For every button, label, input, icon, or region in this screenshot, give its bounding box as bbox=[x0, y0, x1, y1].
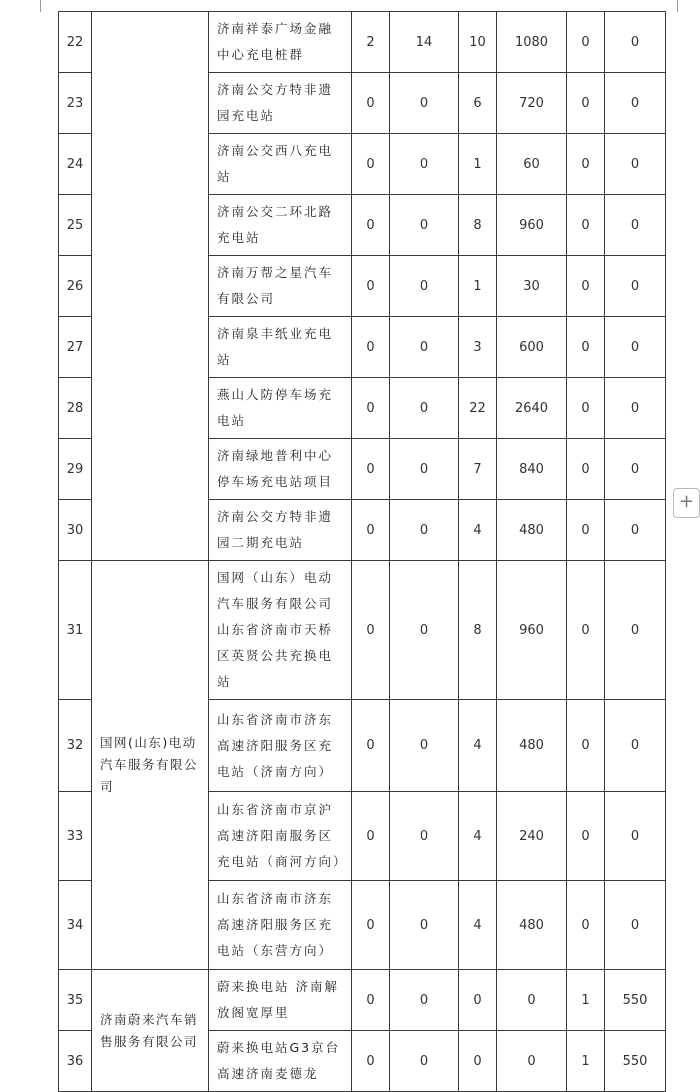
value-cell: 0 bbox=[605, 881, 666, 970]
value-cell: 0 bbox=[352, 881, 390, 970]
value-cell: 0 bbox=[605, 317, 666, 378]
value-cell: 1080 bbox=[497, 12, 567, 73]
value-cell: 960 bbox=[497, 195, 567, 256]
value-cell: 0 bbox=[390, 439, 459, 500]
organization-cell: 国网(山东)电动汽车服务有限公司 bbox=[92, 561, 209, 970]
value-cell: 0 bbox=[567, 792, 605, 881]
value-cell: 0 bbox=[459, 1031, 497, 1092]
row-number: 23 bbox=[59, 73, 92, 134]
station-name: 济南万帮之星汽车有限公司 bbox=[209, 256, 352, 317]
value-cell: 60 bbox=[497, 134, 567, 195]
value-cell: 0 bbox=[352, 195, 390, 256]
value-cell: 0 bbox=[352, 73, 390, 134]
station-name: 山东省济南市京沪高速济阳南服务区充电站（商河方向） bbox=[209, 792, 352, 881]
row-number: 35 bbox=[59, 970, 92, 1031]
charging-station-table bbox=[58, 11, 666, 1092]
value-cell: 0 bbox=[352, 970, 390, 1031]
station-name: 燕山人防停车场充电站 bbox=[209, 378, 352, 439]
station-name: 济南泉丰纸业充电站 bbox=[209, 317, 352, 378]
value-cell: 0 bbox=[567, 561, 605, 700]
value-cell: 1 bbox=[459, 256, 497, 317]
row-number: 29 bbox=[59, 439, 92, 500]
value-cell: 10 bbox=[459, 12, 497, 73]
value-cell: 0 bbox=[390, 256, 459, 317]
value-cell: 0 bbox=[605, 561, 666, 700]
row-number: 22 bbox=[59, 12, 92, 73]
value-cell: 480 bbox=[497, 700, 567, 792]
row-number: 28 bbox=[59, 378, 92, 439]
value-cell: 960 bbox=[497, 561, 567, 700]
value-cell: 0 bbox=[390, 1031, 459, 1092]
row-number: 30 bbox=[59, 500, 92, 561]
row-number: 25 bbox=[59, 195, 92, 256]
value-cell: 0 bbox=[352, 256, 390, 317]
value-cell: 0 bbox=[567, 700, 605, 792]
station-name: 山东省济南市济东高速济阳服务区充电站（济南方向） bbox=[209, 700, 352, 792]
value-cell: 0 bbox=[567, 12, 605, 73]
table-row bbox=[59, 12, 666, 73]
value-cell: 2 bbox=[352, 12, 390, 73]
value-cell: 0 bbox=[352, 439, 390, 500]
table-row bbox=[59, 561, 666, 700]
value-cell: 0 bbox=[567, 439, 605, 500]
value-cell: 0 bbox=[567, 256, 605, 317]
station-name: 国网（山东）电动汽车服务有限公司山东省济南市天桥区英贤公共充换电站 bbox=[209, 561, 352, 700]
value-cell: 1 bbox=[567, 1031, 605, 1092]
station-name: 济南绿地普利中心停车场充电站项目 bbox=[209, 439, 352, 500]
value-cell: 0 bbox=[390, 970, 459, 1031]
station-name: 蔚来换电站G3京台高速济南麦德龙 bbox=[209, 1031, 352, 1092]
value-cell: 4 bbox=[459, 700, 497, 792]
value-cell: 1 bbox=[567, 970, 605, 1031]
value-cell: 0 bbox=[567, 73, 605, 134]
value-cell: 0 bbox=[352, 792, 390, 881]
value-cell: 0 bbox=[567, 195, 605, 256]
value-cell: 0 bbox=[352, 1031, 390, 1092]
value-cell: 0 bbox=[567, 378, 605, 439]
value-cell: 0 bbox=[605, 256, 666, 317]
row-number: 26 bbox=[59, 256, 92, 317]
value-cell: 6 bbox=[459, 73, 497, 134]
value-cell: 0 bbox=[567, 134, 605, 195]
value-cell: 0 bbox=[352, 134, 390, 195]
expand-plus-button[interactable]: + bbox=[673, 488, 700, 518]
row-number: 24 bbox=[59, 134, 92, 195]
value-cell: 0 bbox=[605, 73, 666, 134]
value-cell: 0 bbox=[497, 1031, 567, 1092]
value-cell: 0 bbox=[352, 561, 390, 700]
value-cell: 0 bbox=[605, 378, 666, 439]
value-cell: 0 bbox=[390, 700, 459, 792]
value-cell: 7 bbox=[459, 439, 497, 500]
row-number: 34 bbox=[59, 881, 92, 970]
value-cell: 550 bbox=[605, 970, 666, 1031]
value-cell: 0 bbox=[390, 378, 459, 439]
value-cell: 0 bbox=[390, 881, 459, 970]
value-cell: 3 bbox=[459, 317, 497, 378]
value-cell: 8 bbox=[459, 195, 497, 256]
value-cell: 0 bbox=[605, 500, 666, 561]
organization-cell: 济南蔚来汽车销售服务有限公司 bbox=[92, 970, 209, 1092]
station-name: 济南公交西八充电站 bbox=[209, 134, 352, 195]
value-cell: 840 bbox=[497, 439, 567, 500]
value-cell: 0 bbox=[390, 134, 459, 195]
crop-mark-right bbox=[677, 0, 678, 12]
value-cell: 0 bbox=[352, 700, 390, 792]
value-cell: 14 bbox=[390, 12, 459, 73]
value-cell: 0 bbox=[605, 439, 666, 500]
value-cell: 30 bbox=[497, 256, 567, 317]
value-cell: 480 bbox=[497, 500, 567, 561]
station-name: 山东省济南市济东高速济阳服务区充电站（东营方向） bbox=[209, 881, 352, 970]
row-number: 27 bbox=[59, 317, 92, 378]
value-cell: 0 bbox=[352, 317, 390, 378]
value-cell: 0 bbox=[497, 970, 567, 1031]
row-number: 33 bbox=[59, 792, 92, 881]
crop-mark-left bbox=[40, 0, 41, 12]
value-cell: 4 bbox=[459, 792, 497, 881]
value-cell: 0 bbox=[352, 378, 390, 439]
row-number: 31 bbox=[59, 561, 92, 700]
value-cell: 720 bbox=[497, 73, 567, 134]
value-cell: 1 bbox=[459, 134, 497, 195]
value-cell: 0 bbox=[605, 12, 666, 73]
value-cell: 0 bbox=[390, 561, 459, 700]
value-cell: 0 bbox=[390, 73, 459, 134]
value-cell: 0 bbox=[567, 881, 605, 970]
value-cell: 0 bbox=[390, 792, 459, 881]
station-name: 济南祥泰广场金融中心充电桩群 bbox=[209, 12, 352, 73]
value-cell: 240 bbox=[497, 792, 567, 881]
station-name: 济南公交方特非遗园充电站 bbox=[209, 73, 352, 134]
station-name: 济南公交二环北路充电站 bbox=[209, 195, 352, 256]
value-cell: 0 bbox=[390, 195, 459, 256]
value-cell: 0 bbox=[605, 134, 666, 195]
row-number: 36 bbox=[59, 1031, 92, 1092]
value-cell: 0 bbox=[605, 195, 666, 256]
value-cell: 0 bbox=[605, 792, 666, 881]
value-cell: 4 bbox=[459, 500, 497, 561]
value-cell: 2640 bbox=[497, 378, 567, 439]
value-cell: 0 bbox=[390, 500, 459, 561]
value-cell: 0 bbox=[459, 970, 497, 1031]
value-cell: 22 bbox=[459, 378, 497, 439]
value-cell: 0 bbox=[390, 317, 459, 378]
value-cell: 480 bbox=[497, 881, 567, 970]
value-cell: 8 bbox=[459, 561, 497, 700]
station-name: 蔚来换电站 济南解放阁宽厚里 bbox=[209, 970, 352, 1031]
station-name: 济南公交方特非遗园二期充电站 bbox=[209, 500, 352, 561]
value-cell: 550 bbox=[605, 1031, 666, 1092]
value-cell: 0 bbox=[605, 700, 666, 792]
value-cell: 0 bbox=[352, 500, 390, 561]
organization-cell bbox=[92, 12, 209, 561]
value-cell: 600 bbox=[497, 317, 567, 378]
row-number: 32 bbox=[59, 700, 92, 792]
table-row bbox=[59, 970, 666, 1031]
value-cell: 4 bbox=[459, 881, 497, 970]
value-cell: 0 bbox=[567, 500, 605, 561]
value-cell: 0 bbox=[567, 317, 605, 378]
